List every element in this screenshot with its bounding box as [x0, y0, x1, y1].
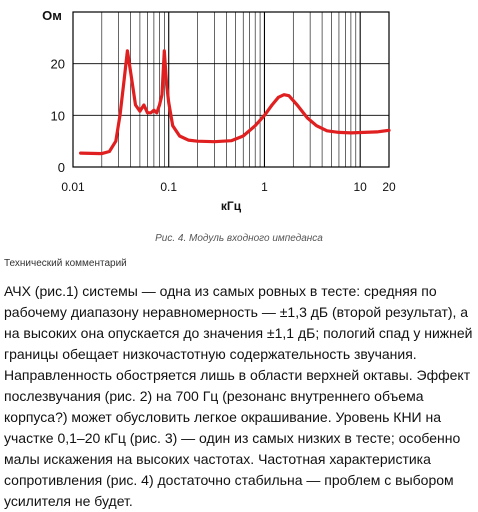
- section-title: Технический комментарий: [4, 258, 127, 269]
- x-tick-label: 0.1: [160, 180, 178, 194]
- body-paragraph: АЧХ (рис.1) системы — одна из самых ровных в тесте: средняя по рабочему диапазону неравномерность — ±1,3 дБ (второй результат), а на высоких она опускается до значения ±1,1 дБ; пологий спад у нижней границы обещает низкочастотную содержательность звучания. Направленность обостряется лишь в области верхней октавы. Эффект послезвучания (рис. 2) на 700 Гц (резонанс внутреннего объема корпуса?) может обусловить легкое окрашивание. Уровень КНИ на участке 0,1–20 кГц (рис. 3) — один из самых низких в тесте; особенно малы искажения на высоких частотах. Частотная характеристика сопротивления (рис. 4) достаточно стабильна — проблем с выбором усилителя не будет.: [4, 283, 473, 509]
- impedance-chart: [0, 0, 478, 230]
- plot-frame: [73, 12, 389, 167]
- x-tick-label: 20: [382, 180, 396, 194]
- x-tick-label: 1: [261, 180, 268, 194]
- x-axis-label: кГц: [220, 199, 242, 213]
- x-tick-label: 0.01: [61, 180, 85, 194]
- series-layer: [81, 51, 389, 154]
- chart-grid: [73, 12, 389, 167]
- y-tick-label: 20: [50, 56, 65, 72]
- y-axis-label: Ом: [42, 8, 62, 23]
- impedance-curve: [81, 51, 389, 154]
- x-tick-label: 10: [353, 180, 367, 194]
- figure-caption: Рис. 4. Модуль входного импеданса: [155, 233, 323, 244]
- x-tick-labels: [61, 180, 396, 194]
- y-tick-labels: [51, 57, 65, 175]
- y-tick-label: 0: [57, 160, 65, 175]
- y-tick-label: 10: [50, 108, 65, 124]
